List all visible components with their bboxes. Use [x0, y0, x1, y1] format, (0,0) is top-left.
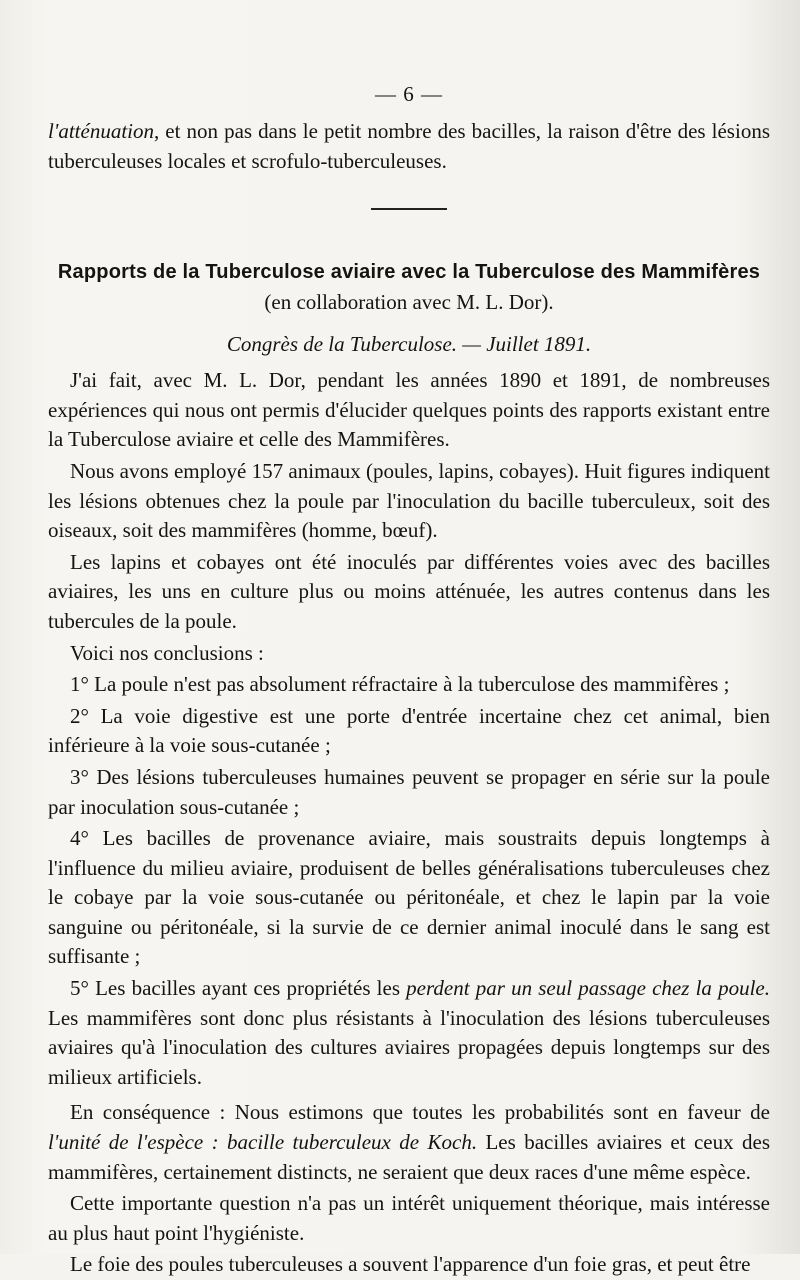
intro-paragraph: [48, 117, 770, 176]
section-venue: Congrès de la Tuberculose. — Juillet 1891.: [226, 332, 592, 357]
intro-text: , et non pas dans le petit nombre des bacilles, la raison d'être des lésions tuberculeuses locales et scrofulo-tuberculeuses.: [48, 119, 770, 173]
conclusions-list: [48, 670, 770, 1092]
body-text: [48, 366, 770, 1280]
consequence-rest: Les bacilles aviaires et ceux des mammifères, certainement distincts, ne seraient que deux races d'une même espèce.: [48, 1130, 770, 1184]
consequence-start: En conséquence : Nous estimons que toutes les probabilités sont en faveur de: [70, 1100, 770, 1125]
conclusion-item: 2° La voie digestive est une porte d'entrée incertaine chez cet animal, bien inférieure à la voie sous-cutanée ;: [48, 703, 770, 758]
paragraph: Les lapins et cobayes ont été inoculés par différentes voies avec des bacilles aviaires, les uns en culture plus ou moins atténuée, les autres contenus dans les tubercules de la poule.: [48, 549, 770, 633]
section-title: Rapports de la Tuberculose aviaire avec la Tuberculose des Mammifères: [57, 261, 761, 284]
paragraph: Cette importante question n'a pas un intérêt uniquement théorique, mais intéresse au plus haut point l'hygiéniste.: [48, 1191, 770, 1245]
paragraph: Le foie des poules tuberculeuses a souvent l'apparence d'un foie gras, et peut être: [70, 1252, 751, 1277]
conclusion-item: 1° La poule n'est pas absolument réfractaire à la tuberculose des mammifères ;: [70, 672, 730, 697]
section-separator: [371, 208, 447, 210]
conclusion5-italic: perdent par un seul passage chez la poule.: [406, 976, 770, 1001]
paragraph: Voici nos conclusions :: [70, 640, 264, 665]
page-number: — 6 —: [375, 82, 443, 106]
conclusion5-rest: Les mammifères sont donc plus résistants à l'inoculation des lésions tuberculeuses aviaires qu'à l'inoculation des cultures aviaires propagées depuis longtemps sur des milieux artificiels.: [48, 1005, 770, 1089]
consequence-paragraph: [48, 1098, 770, 1187]
section-subtitle: (en collaboration avec M. L. Dor).: [264, 290, 554, 315]
consequence-italic: l'unité de l'espèce : bacille tuberculeux de Koch.: [48, 1130, 478, 1155]
conclusion5-start: 5° Les bacilles ayant ces propriétés les: [70, 976, 407, 1001]
intro-italic: l'atténuation: [48, 119, 154, 143]
conclusion-item: 4° Les bacilles de provenance aviaire, mais soustraits depuis longtemps à l'influence du milieu aviaire, produisent de belles généralisations tuberculeuses chez le cobaye par la voie sous-cutanée ou péritonéale, et chez le lapin par la voie sanguine ou péritonéale, si la survie de ce dernier animal inoculé dans le sang est suffisante ;: [48, 826, 770, 969]
conclusion-item: 3° Des lésions tuberculeuses humaines peuvent se propager en série sur la poule par inoculation sous-cutanée ;: [48, 764, 770, 819]
paragraph: J'ai fait, avec M. L. Dor, pendant les années 1890 et 1891, de nombreuses expériences qui nous ont permis d'élucider quelques points des rapports existant entre la Tuberculose aviaire et celle des Mammifères.: [48, 368, 770, 452]
paragraph: Nous avons employé 157 animaux (poules, lapins, cobayes). Huit figures indiquent les lésions obtenues chez la poule par l'inoculation du bacille tuberculeux, soit des oiseaux, soit des mammifères (homme, bœuf).: [48, 458, 770, 543]
conclusion-item: [48, 974, 770, 1092]
